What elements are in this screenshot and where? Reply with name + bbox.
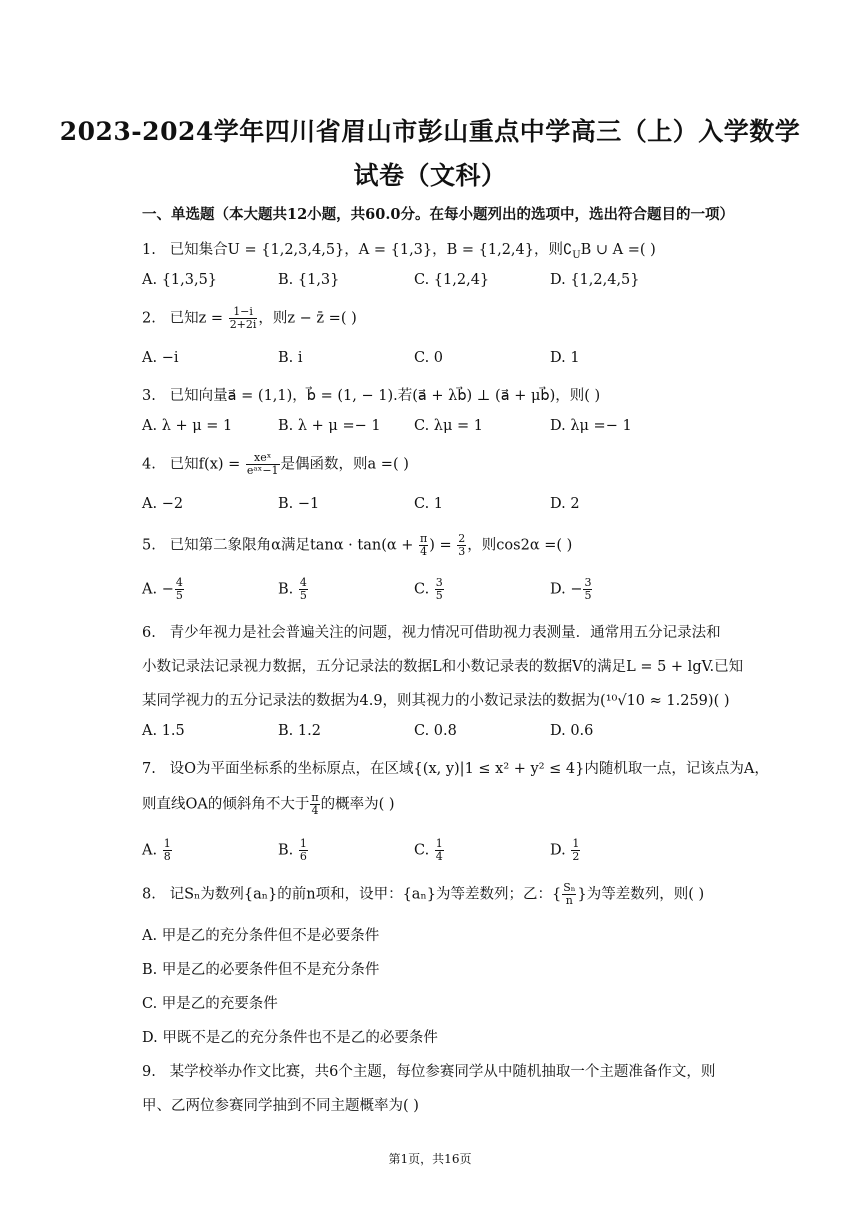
fraction-denominator: eᵃˣ−1	[246, 464, 279, 477]
question-number: 5.	[142, 537, 156, 554]
question-4	[142, 452, 409, 477]
question-number: 4.	[142, 456, 156, 473]
fraction-numerator: Sₙ	[563, 881, 576, 894]
question-text: 设O为平面坐标系的坐标原点，在区域{(x, y)|1 ≤ x² + y² ≤ 4}内随机取一点，记该点为A，	[169, 761, 769, 777]
option-c[interactable]: C. 甲是乙的充要条件	[142, 996, 278, 1012]
option-a[interactable]: A. λ + μ = 1	[142, 418, 233, 434]
section-heading: 一、单选题（本大题共12小题，共60.0分。在每小题列出的选项中，选出符合题目的一项）	[142, 206, 734, 223]
question-number: 1.	[142, 242, 156, 258]
fraction-denominator: 3	[458, 545, 466, 558]
option-c[interactable]: C. 1	[414, 496, 444, 512]
fraction-denominator: 4	[435, 850, 443, 863]
option-label: A.	[142, 842, 162, 859]
fraction-denominator: 4	[311, 804, 319, 817]
option-b[interactable]: B. λ + μ =− 1	[278, 418, 381, 434]
question-text-tail: ，则cos2α =( )	[467, 537, 573, 554]
question-3	[142, 384, 600, 405]
fraction	[229, 306, 258, 331]
fraction-numerator: 1	[299, 837, 307, 850]
question-2	[142, 306, 357, 331]
option-b[interactable]: B. −1	[278, 496, 320, 512]
question-text: 已知z =	[169, 310, 224, 327]
option-b[interactable]	[278, 838, 309, 863]
option-d[interactable]: D. 甲既不是乙的充分条件也不是乙的必要条件	[142, 1030, 438, 1046]
question-7-line-2	[142, 792, 395, 817]
option-a[interactable]: A. −i	[142, 350, 179, 366]
option-a[interactable]	[142, 577, 185, 602]
fraction-numerator: 3	[435, 576, 443, 589]
option-d[interactable]: D. 2	[550, 496, 580, 512]
option-c[interactable]	[414, 838, 445, 863]
option-d[interactable]	[550, 838, 581, 863]
fraction	[583, 577, 592, 602]
option-c[interactable]: C. λμ = 1	[414, 418, 484, 434]
page-footer: 第1页，共16页	[388, 1152, 472, 1166]
question-text: 青少年视力是社会普遍关注的问题，视力情况可借助视力表测量．通常用五分记录法和	[169, 625, 721, 641]
question-5	[142, 533, 572, 558]
option-b[interactable]: B. i	[278, 350, 303, 366]
fraction-numerator: 4	[299, 576, 307, 589]
option-d[interactable]: D. 0.6	[550, 723, 594, 739]
option-a[interactable]: A. −2	[142, 496, 184, 512]
option-a[interactable]: A. 甲是乙的充分条件但不是必要条件	[142, 928, 380, 944]
question-number: 8.	[142, 886, 156, 903]
option-d[interactable]: D. {1,2,4,5}	[550, 272, 640, 288]
complement-subscript: U	[572, 249, 581, 261]
question-8	[142, 882, 704, 907]
option-c[interactable]: C. {1,2,4}	[414, 272, 490, 288]
fraction-numerator: 1	[435, 837, 443, 850]
question-6-line-3: 某同学视力的五分记录法的数据为4.9，则其视力的小数记录法的数据为(¹⁰√10 ≈ 1.259)( )	[142, 693, 730, 709]
question-6-line-1	[142, 621, 721, 642]
question-9-line-2: 甲、乙两位参赛同学抽到不同主题概率为( )	[142, 1098, 419, 1114]
option-label: C.	[414, 842, 434, 859]
option-label: B.	[278, 842, 298, 859]
option-b[interactable]: B. {1,3}	[278, 272, 340, 288]
option-d[interactable]: D. λμ =− 1	[550, 418, 632, 434]
question-number: 6.	[142, 625, 156, 641]
exam-title-line-2: 试卷（文科）	[353, 161, 507, 190]
fraction	[246, 452, 280, 477]
question-6-line-2: 小数记录法记录视力数据，五分记录法的数据L和小数记录表的数据V的满足L = 5 + lgV.已知	[142, 659, 744, 675]
fraction-denominator: 4	[420, 545, 428, 558]
option-label: C.	[414, 581, 434, 598]
question-number: 3.	[142, 388, 156, 404]
option-a[interactable]	[142, 838, 173, 863]
fraction-denominator: 6	[299, 850, 307, 863]
question-text-tail: B ∪ A =( )	[580, 242, 656, 258]
question-text-mid: ) =	[429, 537, 452, 554]
fraction-denominator: 2+2i	[229, 318, 257, 331]
fraction	[310, 792, 319, 817]
fraction	[435, 577, 444, 602]
fraction	[571, 838, 580, 863]
fraction-denominator: 2	[572, 850, 580, 863]
fraction-numerator: 1	[572, 837, 580, 850]
option-label: D.	[550, 842, 571, 859]
question-text: 则直线OA的倾斜角不大于	[142, 796, 310, 813]
fraction	[299, 577, 308, 602]
fraction-denominator: 5	[299, 589, 307, 602]
fraction	[175, 577, 184, 602]
option-c[interactable]	[414, 577, 445, 602]
fraction-denominator: 5	[435, 589, 443, 602]
option-label: A. −	[142, 581, 174, 598]
fraction	[299, 838, 308, 863]
option-b[interactable]	[278, 577, 309, 602]
question-number: 9.	[142, 1064, 156, 1080]
option-c[interactable]: C. 0.8	[414, 723, 457, 739]
question-number: 2.	[142, 310, 156, 327]
fraction-numerator: 3	[584, 576, 592, 589]
fraction-numerator: 1	[163, 837, 171, 850]
fraction-denominator: 5	[584, 589, 592, 602]
fraction	[457, 533, 466, 558]
fraction	[419, 533, 428, 558]
question-text: 已知f(x) =	[169, 456, 241, 473]
option-d[interactable]	[550, 577, 593, 602]
exam-title-line-1: 2023-2024学年四川省眉山市彭山重点中学高三（上）入学数学	[59, 117, 801, 146]
question-text-tail: 的概率为( )	[320, 796, 395, 813]
fraction-denominator: n	[565, 894, 573, 907]
question-text-tail: ，则z − z̄ =( )	[258, 310, 357, 327]
fraction-numerator: xeˣ	[246, 452, 280, 465]
fraction-numerator: 1−i	[229, 306, 258, 319]
option-a[interactable]: A. {1,3,5}	[142, 272, 218, 288]
question-text: 某学校举办作文比赛，共6个主题，每位参赛同学从中随机抽取一个主题准备作文，则	[169, 1064, 716, 1080]
option-d[interactable]: D. 1	[550, 350, 580, 366]
question-9-line-1	[142, 1060, 715, 1081]
fraction-denominator: 8	[163, 850, 171, 863]
question-1	[142, 238, 656, 261]
fraction-numerator: 4	[175, 576, 183, 589]
question-text: 已知第二象限角α满足tanα · tan(α +	[169, 537, 414, 554]
fraction-numerator: π	[420, 532, 428, 545]
fraction-denominator: 5	[175, 589, 183, 602]
fraction	[562, 882, 576, 907]
option-c[interactable]: C. 0	[414, 350, 444, 366]
question-7-line-1	[142, 757, 769, 778]
fraction	[435, 838, 444, 863]
option-label: B.	[278, 581, 298, 598]
fraction-numerator: 2	[458, 532, 466, 545]
option-b[interactable]: B. 1.2	[278, 723, 321, 739]
question-text: 已知集合U = {1,2,3,4,5}，A = {1,3}，B = {1,2,4}，则∁	[169, 242, 573, 258]
question-text-tail: }为等差数列，则( )	[577, 886, 705, 903]
fraction	[163, 838, 172, 863]
question-text-tail: 是偶函数，则a =( )	[280, 456, 409, 473]
question-text: 已知向量a⃗ = (1,1)，b⃗ = (1, − 1).若(a⃗ + λb⃗) ⊥ (a⃗ + μb⃗)，则( )	[169, 388, 601, 404]
option-b[interactable]: B. 甲是乙的必要条件但不是充分条件	[142, 962, 380, 978]
option-a[interactable]: A. 1.5	[142, 723, 185, 739]
question-number: 7.	[142, 761, 156, 777]
question-text: 记Sₙ为数列{aₙ}的前n项和，设甲：{aₙ}为等差数列；乙：{	[169, 886, 562, 903]
option-label: D. −	[550, 581, 583, 598]
fraction-numerator: π	[311, 791, 319, 804]
